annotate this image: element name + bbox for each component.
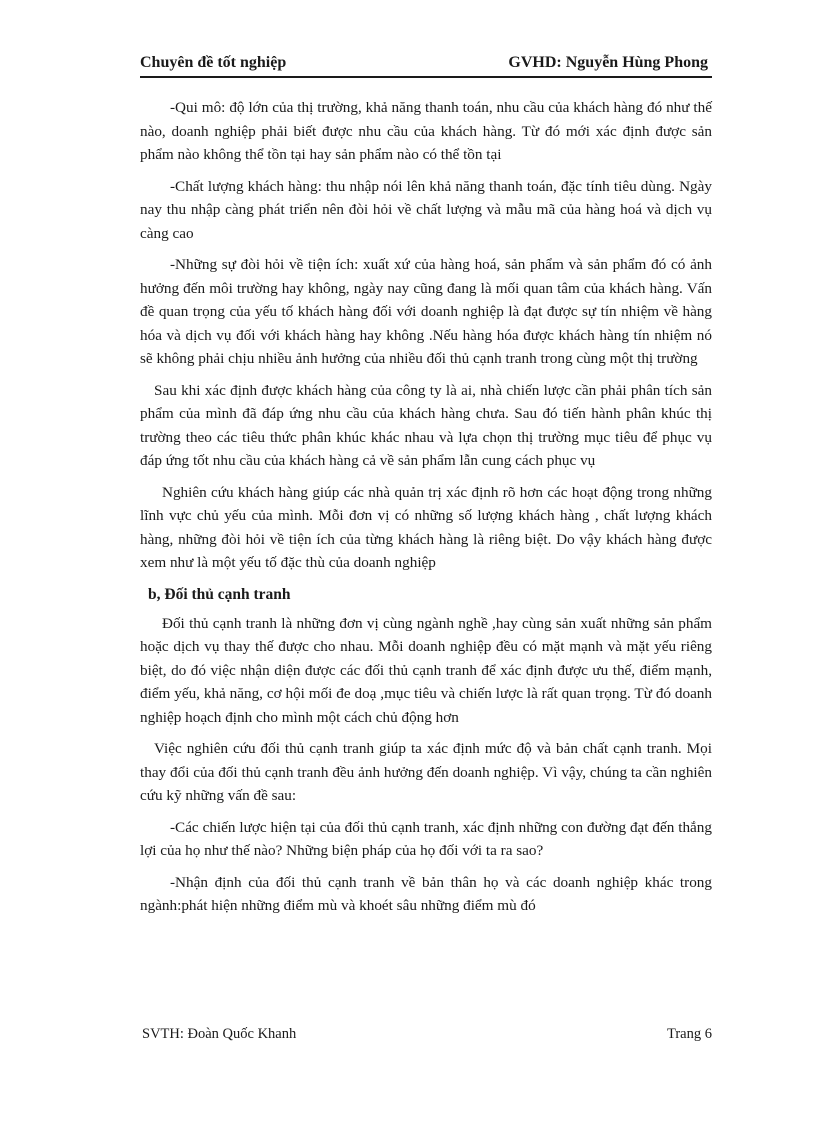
paragraph-tien-ich: -Những sự đòi hỏi về tiện ích: xuất xứ của hàng hoá, sản phẩm và sản phẩm đó có ảnh hưởng đến môi trường hay không, ngày nay cũng đang là mối quan tâm của khách hàng. Vấn đề quan trọng của yếu tố khách hàng đối với doanh nghiệp là đạt được sự tín nhiệm về hàng hóa và dịch vụ đối với khách hàng hay không .Nếu hàng hóa được khách hàng tín nhiệm nó sẽ không phải chịu nhiều ảnh hưởng của nhiều đối thủ cạnh tranh trong cùng một thị trường — [140, 256, 712, 367]
paragraph-doi-thu-dinh-nghia: Đối thủ cạnh tranh là những đơn vị cùng ngành nghề ,hay cùng sản xuất những sản phẩm hoặc dịch vụ thay thế được cho nhau. Mỗi doanh nghiệp đều có mặt mạnh và mặt yếu riêng biệt, do đó việc nhận diện được các đối thủ cạnh tranh để xác định được ưu thế, điểm mạnh, điểm yếu, khả năng, cơ hội mối đe doạ ,mục tiêu và chiến lược là rất quan trọng. Từ đó doanh nghiệp hoạch định cho mình một cách chủ động hơn — [140, 614, 712, 726]
paragraph-chien-luoc-hien-tai: -Các chiến lược hiện tại của đối thủ cạnh tranh, xác định những con đường đạt đến thắng lợi của họ như thế nào? Những biện pháp của họ đối với ta ra sao? — [140, 818, 712, 859]
paragraph-nghien-cuu-khach-hang: Nghiên cứu khách hàng giúp các nhà quản trị xác định rõ hơn các hoạt động trong những lĩnh vực chủ yếu của mình. Mỗi đơn vị có những số lượng khách hàng , chất lượng khách hàng, những đòi hỏi về tiện ích của từng khách hàng là riêng biệt. Do vậy khách hàng được xem như là một yếu tố đặc thù của doanh nghiệp — [140, 483, 712, 571]
paragraph-nghien-cuu-doi-thu: Việc nghiên cứu đối thủ cạnh tranh giúp ta xác định mức độ và bản chất cạnh tranh. Mọi thay đổi của đối thủ cạnh tranh đều ảnh hưởng đến doanh nghiệp. Vì vậy, chúng ta cần nghiên cứu kỹ những vấn đề sau: — [140, 740, 712, 804]
page-body — [140, 96, 712, 926]
paragraph-quy-mo: -Qui mô: độ lớn của thị trường, khả năng thanh toán, nhu cầu của khách hàng đó như thế nào, doanh nghiệp phải biết được nhu cầu của khách hàng. Từ đó mới xác định được sản phẩm nào không thể tồn tại hay sản phẩm nào có thể tồn tại — [140, 99, 712, 163]
header-document-title: Chuyên đề tốt nghiệp — [140, 54, 287, 71]
page-header — [140, 54, 712, 78]
paragraph-phan-tich: Sau khi xác định được khách hàng của công ty là ai, nhà chiến lược cần phải phân tích sản phẩm của mình đã đáp ứng nhu cầu của khách hàng chưa. Sau đó tiến hành phân khúc thị trường theo các tiêu thức phân khúc khác nhau và lựa chọn thị trường mục tiêu để phục vụ đáp ứng tốt nhu cầu của khách hàng cả về sản phẩm lẫn cung cách phục vụ — [140, 381, 712, 469]
header-advisor: GVHD: Nguyễn Hùng Phong — [508, 54, 708, 71]
page-number: Trang 6 — [667, 1026, 712, 1042]
section-heading: b, Đối thủ cạnh tranh — [148, 585, 291, 603]
paragraph-nhan-dinh: -Nhận định của đối thủ cạnh tranh về bản thân họ và các doanh nghiệp khác trong ngành:phát hiện những điểm mù và khoét sâu những điểm mù đó — [140, 873, 712, 914]
paragraph-chat-luong: -Chất lượng khách hàng: thu nhập nói lên khả năng thanh toán, đặc tính tiêu dùng. Ngày nay thu nhập càng phát triển nên đòi hỏi về chất lượng và mẫu mã của hàng hoá và dịch vụ càng cao — [140, 177, 712, 242]
footer-author: SVTH: Đoàn Quốc Khanh — [142, 1026, 297, 1042]
